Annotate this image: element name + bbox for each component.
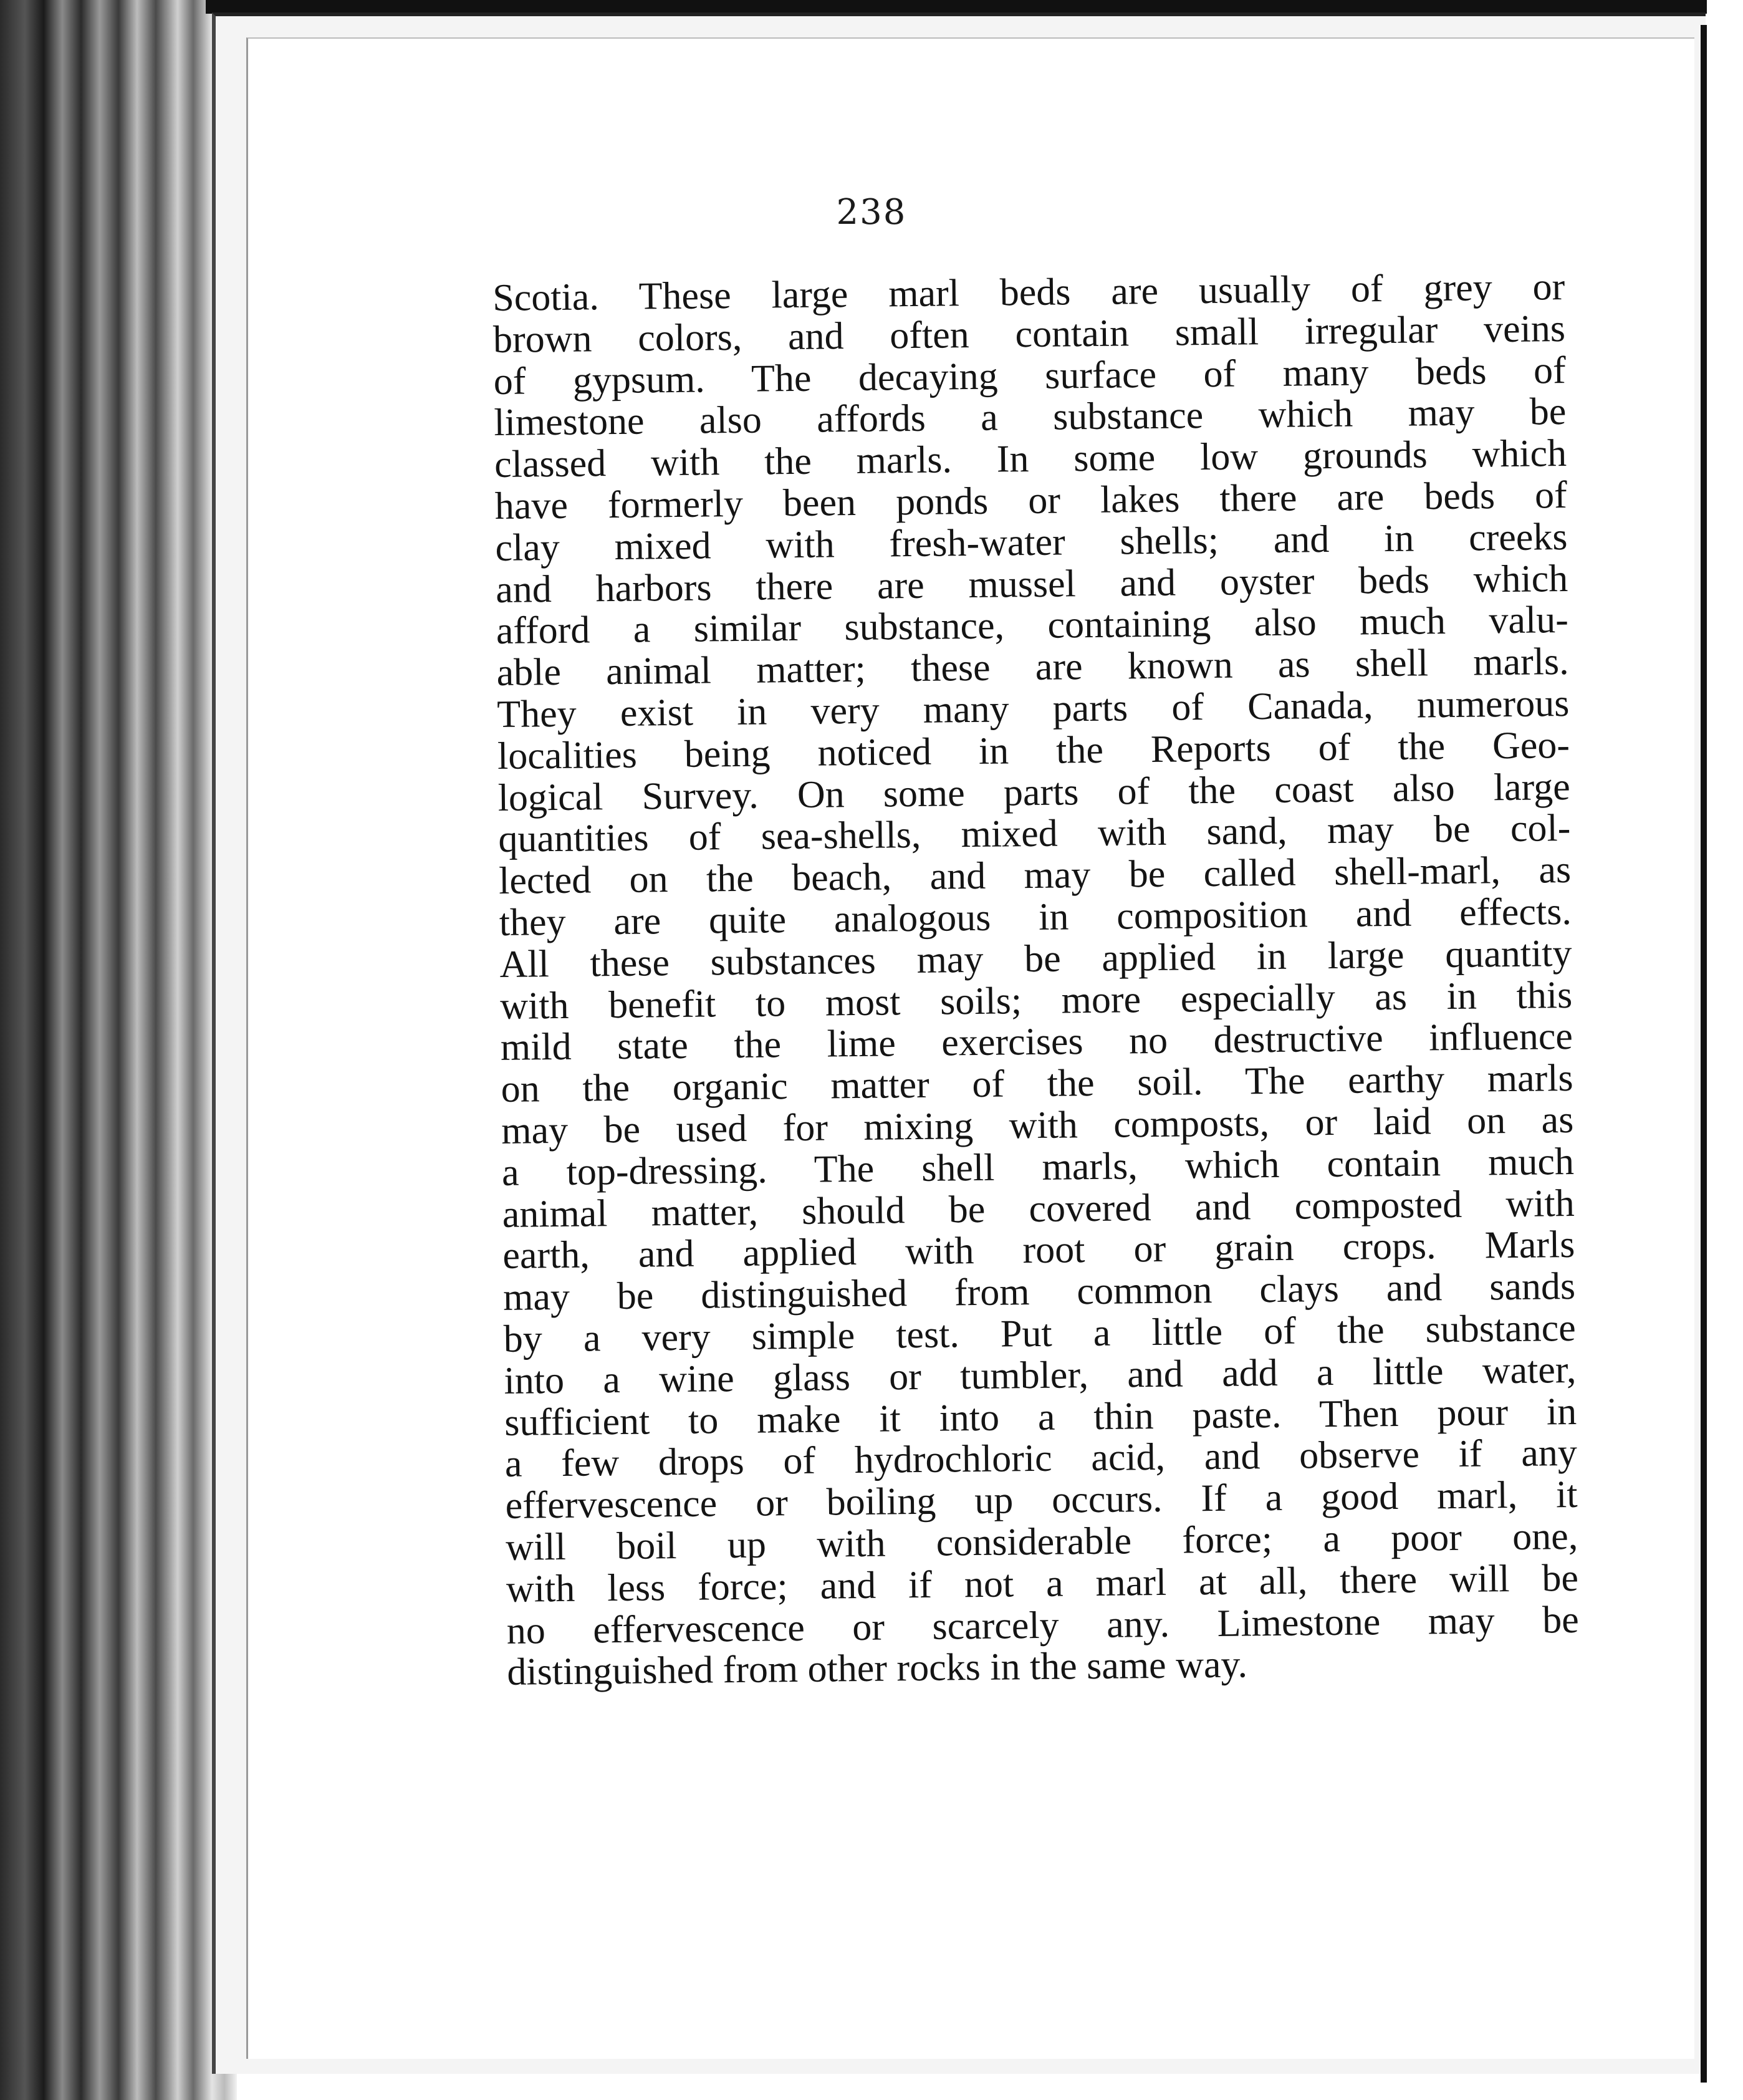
text-line: into a wine glass or tumbler, and add a little water, [504,1348,1577,1402]
text-line: logical Survey. On some parts of the coast also large [497,765,1571,819]
text-line: on the organic matter of the soil. The earthy marls [501,1057,1573,1111]
text-line: a few drops of hydrochloric acid, and observe if any [504,1432,1578,1486]
text-line: sufficient to make it into a thin paste. Then pour in [504,1390,1577,1444]
text-line: clay mixed with fresh-water shells; and in creeks [495,515,1568,569]
text-line: They exist in very many parts of Canada, numerous [496,682,1570,736]
text-line: able animal matter; these are known as shell marls. [496,640,1569,695]
text-line: brown colors, and often contain small irregular veins [492,307,1566,361]
right-margin [1707,0,1743,2100]
book-edge [0,0,237,2100]
text-line: effervescence or boiling up occurs. If a good marl, it [505,1473,1578,1527]
text-line: with benefit to most soils; more especially as in this [499,973,1573,1028]
text-line: afford a similar substance, containing also much valu- [496,599,1569,653]
text-line: classed with the marls. In some low grounds which [494,432,1567,486]
text-line: All these substances may be applied in large quantity [499,932,1572,986]
text-line: animal matter, should be covered and composted with [502,1182,1575,1236]
text-line: of gypsum. The decaying surface of many beds of [493,349,1567,403]
body-text [492,266,1580,1693]
text-line: may be distinguished from common clays and sands [502,1265,1576,1319]
top-border [206,0,1743,14]
text-line: with less force; and if not a marl at all, there will be [506,1556,1579,1611]
text-line: by a very simple test. Put a little of the substance [503,1306,1577,1361]
text-line: will boil up with considerable force; a poor one, [505,1515,1578,1569]
text-line: lected on the beach, and may be called shell-marl, as [498,849,1572,903]
text-line: quantities of sea-shells, mixed with sand, may be col- [498,807,1571,861]
text-line: no effervescence or scarcely any. Limestone may be [506,1598,1579,1652]
text-line: mild state the lime exercises no destructive influence [500,1015,1573,1069]
text-line: and harbors there are mussel and oyster beds which [495,557,1568,611]
page-number: 238 [836,192,907,233]
text-line: Scotia. These large marl beds are usually of grey or [492,265,1565,319]
text-line: localities being noticed in the Reports of the Geo- [497,723,1570,778]
right-border [1701,25,1707,2083]
text-line: distinguished from other rocks in the same way. [507,1643,1248,1694]
text-line: a top-dressing. The shell marls, which contain much [501,1140,1575,1194]
text-line: limestone also affords a substance which may be [494,390,1567,445]
text-line: they are quite analogous in composition and effects. [499,890,1572,944]
text-line: have formerly been ponds or lakes there are beds of [494,473,1568,527]
text-line: may be used for mixing with composts, or laid on as [501,1098,1574,1152]
text-line: earth, and applied with root or grain crops. Marls [502,1223,1575,1278]
